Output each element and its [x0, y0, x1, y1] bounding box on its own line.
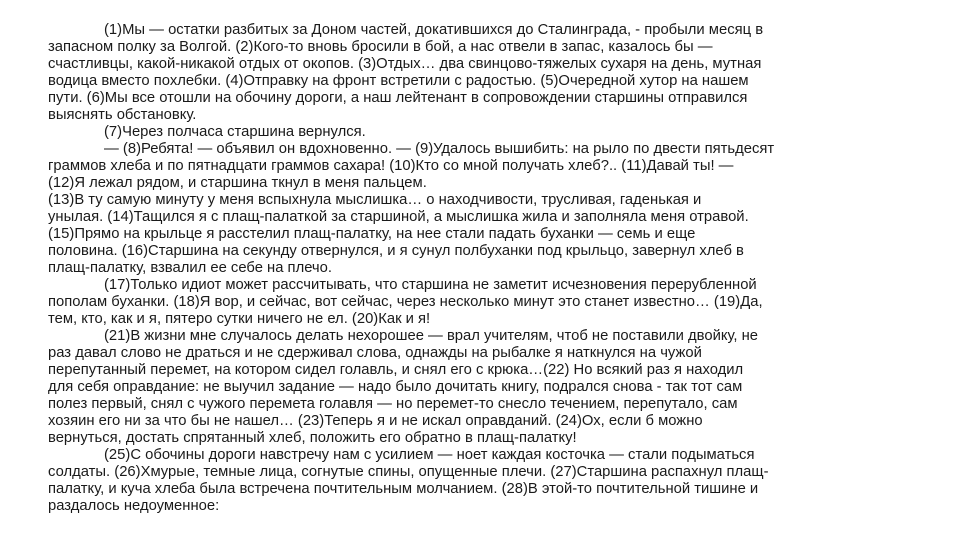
text-line: (7)Через полчаса старшина вернулся. [104, 124, 366, 140]
text-line: тем, кто, как и я, пятеро сутки ничего не ел. (20)Как и я! [48, 311, 431, 327]
text-line: раз давал слово не драться и не сдерживал слова, однажды на рыбалке я наткнулся на чужой [48, 345, 702, 361]
text-line: (1)Мы — остатки разбитых за Доном частей, докатившихся до Сталинграда, - пробыли месяц в [104, 22, 764, 38]
text-line: солдаты. (26)Хмурые, темные лица, согнутые спины, опущенные плечи. (27)Старшина распахнул плащ- [48, 464, 769, 480]
text-line: запасном полку за Волгой. (2)Кого-то вновь бросили в бой, а нас отвели в запас, казалось бы — [48, 39, 713, 55]
text-line: раздалось недоуменное: [48, 498, 220, 514]
text-line: плащ-палатку, взвалил ее себе на плечо. [48, 260, 332, 276]
text-line: граммов хлеба и по пятнадцати граммов сахара! (10)Кто со мной получать хлеб?.. (11)Давай ты! — [48, 158, 734, 174]
text-line: половина. (16)Старшина на секунду отвернулся, и я сунул полбуханки под крыльцо, завернул хлеб в [48, 243, 744, 259]
text-line: перепутанный перемет, на котором сидел голавль, и снял его с крюка…(22) Но всякий раз я находил [48, 362, 744, 378]
text-line: вернуться, достать спрятанный хлеб, положить его обратно в плащ-палатку! [48, 430, 577, 446]
text-line: хозяин его ни за что бы не нашел… (23)Теперь я и не искал оправданий. (24)Ох, если б можно [48, 413, 703, 429]
text-line: (21)В жизни мне случалось делать нехорошее — врал учителям, чтоб не поставили двойку, не [104, 328, 759, 344]
text-line: водица вместо похлебки. (4)Отправку на фронт встретили с радостью. (5)Очередной хутор на нашем [48, 73, 749, 89]
text-line: счастливцы, какой-никакой отдых от окопов. (3)Отдых… два свинцово-тяжелых сухаря на день, мутная [48, 56, 762, 72]
document-text [48, 22, 928, 515]
text-line: (25)С обочины дороги навстречу нам с усилием — ноет каждая косточка — стали подыматься [104, 447, 755, 463]
text-line: палатку, и куча хлеба была встречена почтительным молчанием. (28)В этой-то почтительной тишине и [48, 481, 759, 497]
text-line: для себя оправдание: не выучил задание — надо было дочитать книгу, подрался снова - так тот сам [48, 379, 743, 395]
text-line: унылая. (14)Тащился я с плащ-палаткой за старшиной, а мыслишка жила и заполняла меня отравой. [48, 209, 749, 225]
text-line: пути. (6)Мы все отошли на обочину дороги, а наш лейтенант в сопровождении старшины отправился [48, 90, 748, 106]
text-line: пополам буханки. (18)Я вор, и сейчас, вот сейчас, через несколько минут это станет известно… (19)Да, [48, 294, 763, 310]
text-line: полез первый, снял с чужого перемета голавля — но перемет-то снесло течением, перепутало, сам [48, 396, 738, 412]
text-line: (13)В ту самую минуту у меня вспыхнула мыслишка… о находчивости, трусливая, гаденькая и [48, 192, 702, 208]
text-line: выяснять обстановку. [48, 107, 197, 123]
text-line: (17)Только идиот может рассчитывать, что старшина не заметит исчезновения перерубленной [104, 277, 757, 293]
text-line: — (8)Ребята! — объявил он вдохновенно. — (9)Удалось вышибить: на рыло по двести пятьдесят [104, 141, 775, 157]
text-line: (15)Прямо на крыльце я расстелил плащ-палатку, на нее стали падать буханки — семь и еще [48, 226, 696, 242]
text-line: (12)Я лежал рядом, и старшина ткнул в меня пальцем. [48, 175, 427, 191]
